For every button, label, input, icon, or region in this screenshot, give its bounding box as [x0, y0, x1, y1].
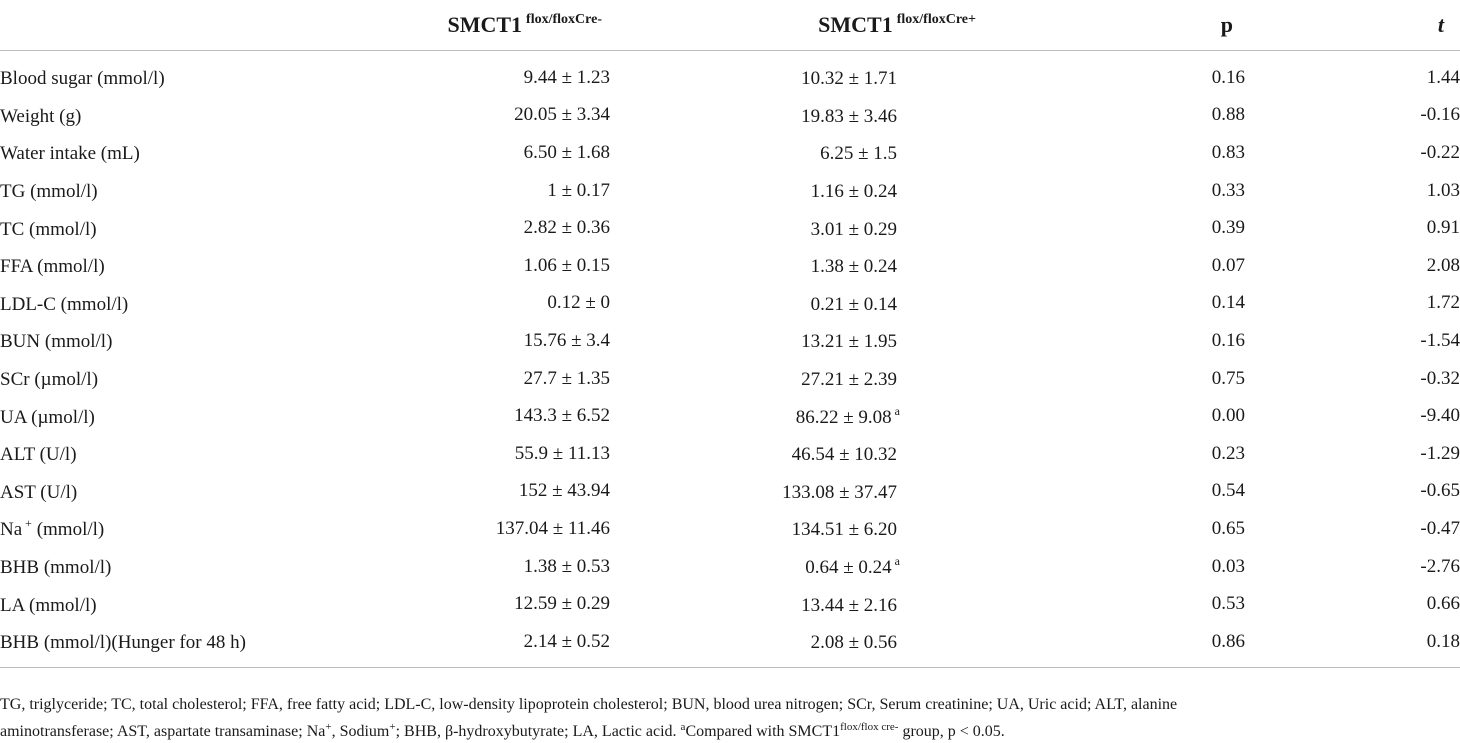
row-t-value: 1.44	[1426, 66, 1460, 88]
row-value-cre-plus	[610, 585, 1000, 623]
footnote-sup: a	[680, 721, 686, 733]
row-value-cre-plus	[610, 623, 1000, 667]
table-row	[0, 51, 1460, 97]
table-row	[0, 623, 1460, 667]
row-p-value: 0.16	[1211, 329, 1245, 351]
row-value-cre-plus	[610, 97, 1000, 135]
row-label-text: BUN (mmol/l)	[0, 331, 113, 353]
row-value-cre-plus	[610, 510, 1000, 548]
footnote-line-2	[0, 716, 1460, 743]
table-row	[0, 285, 1460, 323]
row-label-text: LA (mmol/l)	[0, 594, 97, 616]
footnote-text: ; BHB, β-hydroxybutyrate; LA, Lactic acid.	[395, 723, 681, 740]
row-label	[0, 623, 392, 667]
row-value-cre-minus: 152 ± 43.94	[518, 480, 610, 502]
row-value-cre-minus: 1.38 ± 0.53	[523, 555, 610, 577]
header-group-cre-minus-sup: flox/floxCre-	[526, 12, 602, 27]
row-p-value: 0.23	[1211, 442, 1245, 464]
table-row	[0, 209, 1460, 247]
header-t: t	[1245, 0, 1460, 51]
footnote-sup: +	[389, 721, 396, 733]
row-value-cre-minus: 27.7 ± 1.35	[523, 367, 610, 389]
row-value-cre-plus-text: 133.08 ± 37.47	[782, 481, 897, 503]
row-label-text: SCr (µmol/l)	[0, 369, 99, 391]
row-value-cre-plus	[610, 172, 1000, 210]
row-label-text: Blood sugar (mmol/l)	[0, 68, 165, 90]
row-value-cre-plus-text: 86.22 ± 9.08	[795, 406, 892, 428]
row-label	[0, 134, 392, 172]
row-value-cre-plus	[610, 209, 1000, 247]
row-label	[0, 285, 392, 323]
row-t-value: -1.29	[1420, 442, 1460, 464]
row-value-cre-plus-sup: a	[894, 554, 900, 569]
row-label	[0, 322, 392, 360]
table-row	[0, 473, 1460, 511]
row-value-cre-minus: 20.05 ± 3.34	[514, 104, 610, 126]
footnote-text: aminotransferase; AST, aspartate transaminase; Na	[0, 723, 326, 740]
row-label-text: Water intake (mL)	[0, 143, 140, 165]
row-label	[0, 585, 392, 623]
row-label	[0, 172, 392, 210]
row-t-value: -0.22	[1420, 141, 1460, 163]
row-t-value: -0.32	[1420, 367, 1460, 389]
footnote-line-1: TG, triglyceride; TC, total cholesterol; FFA, free fatty acid; LDL-C, low-density lipoprotein cholesterol; BUN, blood urea nitrogen; SCr, Serum creatinine; UA, Uric acid; ALT, alanine	[0, 696, 1178, 713]
row-t-value: -0.65	[1420, 480, 1460, 502]
row-label-sup: +	[25, 516, 32, 531]
row-value-cre-minus: 143.3 ± 6.52	[514, 405, 610, 427]
row-value-cre-minus: 137.04 ± 11.46	[495, 517, 610, 539]
row-label	[0, 473, 392, 511]
row-value-cre-plus	[610, 285, 1000, 323]
table-row	[0, 247, 1460, 285]
row-p-value: 0.86	[1000, 623, 1245, 667]
row-value-cre-minus: 0.12 ± 0	[547, 292, 610, 314]
row-t-value: 1.72	[1426, 292, 1460, 314]
row-t-value: -9.40	[1420, 405, 1460, 427]
row-label-text: Weight (g)	[0, 105, 82, 127]
row-t-value: -0.47	[1420, 517, 1460, 539]
row-t-value: 1.03	[1426, 179, 1460, 201]
row-label-text: Na	[0, 519, 23, 541]
row-p-value: 0.14	[1211, 292, 1245, 314]
row-value-cre-minus: 15.76 ± 3.4	[523, 329, 610, 351]
row-label	[0, 97, 392, 135]
row-value-cre-plus	[610, 247, 1000, 285]
footnote-text: Compared with SMCT1	[685, 723, 841, 740]
row-label	[0, 397, 392, 435]
row-p-value: 0.54	[1211, 480, 1245, 502]
row-value-cre-plus	[610, 397, 1000, 435]
row-value-cre-plus-text: 46.54 ± 10.32	[791, 444, 897, 466]
table-header-row	[0, 0, 1460, 51]
row-label-text: FFA (mmol/l)	[0, 256, 105, 278]
header-group-cre-plus-main: SMCT1	[818, 12, 893, 37]
row-value-cre-plus-text: 19.83 ± 3.46	[801, 105, 897, 127]
row-value-cre-plus-text: 0.21 ± 0.14	[810, 293, 897, 315]
header-group-cre-plus	[610, 0, 1000, 51]
table-row	[0, 548, 1460, 586]
row-t-value: -2.76	[1420, 555, 1460, 577]
row-label	[0, 247, 392, 285]
header-group-cre-minus-main: SMCT1	[447, 12, 523, 37]
table-row	[0, 172, 1460, 210]
row-value-cre-plus-text: 3.01 ± 0.29	[810, 218, 897, 240]
row-value-cre-plus-text: 27.21 ± 2.39	[801, 369, 897, 391]
row-value-cre-minus: 1.06 ± 0.15	[523, 254, 610, 276]
row-t-value: 0.66	[1426, 593, 1460, 615]
row-label	[0, 209, 392, 247]
row-label	[0, 510, 392, 548]
row-value-cre-plus-sup: a	[894, 403, 900, 418]
row-p-value: 0.65	[1211, 517, 1245, 539]
table-row	[0, 97, 1460, 135]
row-label-rest: (mmol/l)	[31, 519, 105, 541]
row-t-value: 0.91	[1426, 217, 1460, 239]
row-value-cre-plus-text: 13.44 ± 2.16	[801, 594, 897, 616]
row-value-cre-plus	[610, 435, 1000, 473]
row-label-text: TC (mmol/l)	[0, 218, 97, 240]
footnote-sup: flox/flox cre-	[840, 721, 899, 733]
row-p-value: 0.16	[1211, 66, 1245, 88]
row-label-text: LDL-C (mmol/l)	[0, 293, 129, 315]
row-label-text: ALT (U/l)	[0, 444, 77, 466]
row-label-text: TG (mmol/l)	[0, 181, 98, 203]
footnote-sup: +	[325, 721, 332, 733]
row-value-cre-minus: 55.9 ± 11.13	[514, 442, 610, 464]
table-row	[0, 322, 1460, 360]
row-value-cre-plus	[610, 473, 1000, 511]
row-p-value: 0.33	[1211, 179, 1245, 201]
table-body	[0, 51, 1460, 668]
table-row	[0, 510, 1460, 548]
row-p-value: 0.83	[1211, 141, 1245, 163]
row-value-cre-minus: 6.50 ± 1.68	[523, 141, 610, 163]
row-t-value: 0.18	[1245, 623, 1460, 667]
row-t-value: 2.08	[1426, 254, 1460, 276]
row-value-cre-plus-text: 6.25 ± 1.5	[820, 143, 897, 165]
row-t-value: -0.16	[1420, 104, 1460, 126]
table-row	[0, 397, 1460, 435]
row-p-value: 0.53	[1211, 593, 1245, 615]
row-value-cre-minus: 9.44 ± 1.23	[523, 66, 610, 88]
table-row	[0, 134, 1460, 172]
row-value-cre-plus	[610, 360, 1000, 398]
row-label-text: BHB (mmol/l)(Hunger for 48 h)	[0, 632, 246, 654]
row-value-cre-plus-text: 2.08 ± 0.56	[810, 632, 897, 654]
row-value-cre-minus: 1 ± 0.17	[547, 179, 610, 201]
row-label-text: BHB (mmol/l)	[0, 557, 112, 579]
row-label	[0, 548, 392, 586]
row-value-cre-minus: 2.14 ± 0.52	[392, 623, 610, 667]
header-label	[0, 0, 392, 51]
table-row	[0, 585, 1460, 623]
row-value-cre-plus-text: 10.32 ± 1.71	[801, 68, 897, 90]
row-label	[0, 51, 392, 97]
row-label	[0, 360, 392, 398]
row-value-cre-plus-text: 13.21 ± 1.95	[801, 331, 897, 353]
footnote-text: , Sodium	[331, 723, 390, 740]
table-row	[0, 360, 1460, 398]
table-footnote	[0, 694, 1460, 743]
table-row	[0, 435, 1460, 473]
header-group-cre-minus	[392, 0, 610, 51]
row-value-cre-plus	[610, 134, 1000, 172]
row-value-cre-minus: 2.82 ± 0.36	[523, 217, 610, 239]
row-label-text: UA (µmol/l)	[0, 406, 95, 428]
row-value-cre-plus-text: 0.64 ± 0.24	[805, 557, 892, 579]
row-p-value: 0.39	[1211, 217, 1245, 239]
row-value-cre-plus-text: 1.16 ± 0.24	[810, 181, 897, 203]
row-t-value: -1.54	[1420, 329, 1460, 351]
row-label-text: AST (U/l)	[0, 481, 78, 503]
footnote-text: group, p < 0.05.	[898, 723, 1005, 740]
row-p-value: 0.75	[1211, 367, 1245, 389]
row-value-cre-minus: 12.59 ± 0.29	[514, 593, 610, 615]
row-p-value: 0.00	[1211, 405, 1245, 427]
row-value-cre-plus-text: 1.38 ± 0.24	[810, 256, 897, 278]
row-p-value: 0.03	[1211, 555, 1245, 577]
header-p: p	[1000, 0, 1245, 51]
header-group-cre-plus-sup: flox/floxCre+	[896, 12, 976, 27]
row-value-cre-plus	[610, 51, 1000, 97]
row-label	[0, 435, 392, 473]
row-value-cre-plus	[610, 322, 1000, 360]
row-p-value: 0.07	[1211, 254, 1245, 276]
row-p-value: 0.88	[1211, 104, 1245, 126]
row-value-cre-plus-text: 134.51 ± 6.20	[791, 519, 897, 541]
row-value-cre-plus	[610, 548, 1000, 586]
